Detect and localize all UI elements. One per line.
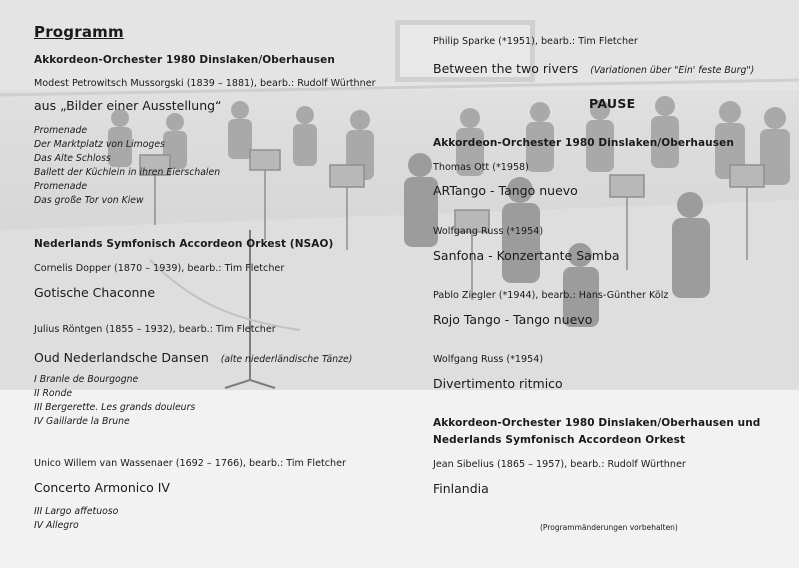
work-title: Sanfona - Konzertante Samba bbox=[433, 248, 620, 263]
composer-line: Pablo Ziegler (*1944), bearb.: Hans-Günther Kölz bbox=[433, 290, 669, 301]
composer-line: Julius Röntgen (1855 – 1932), bearb.: Tim Fletcher bbox=[34, 324, 276, 335]
program-heading: Programm bbox=[34, 23, 124, 41]
movement-item: II Ronde bbox=[34, 388, 73, 399]
group-title: Akkordeon-Orchester 1980 Dinslaken/Oberhausen und bbox=[433, 417, 761, 429]
movement-list bbox=[34, 505, 118, 533]
work-title: Divertimento ritmico bbox=[433, 376, 563, 391]
movement-item: IV Gaillarde la Brune bbox=[34, 416, 130, 427]
composer-line: Philip Sparke (*1951), bearb.: Tim Fletcher bbox=[433, 36, 638, 47]
movement-item: Der Marktplatz von Limoges bbox=[34, 139, 165, 150]
work-title: Finlandia bbox=[433, 481, 489, 496]
movement-item: III Bergerette. Les grands douleurs bbox=[34, 402, 196, 413]
movement-list bbox=[34, 373, 195, 429]
group-title: Akkordeon-Orchester 1980 Dinslaken/Oberhausen bbox=[34, 54, 335, 66]
composer-line: Wolfgang Russ (*1954) bbox=[433, 226, 544, 237]
composer-line: Thomas Ott (*1958) bbox=[433, 162, 529, 173]
group-title: Akkordeon-Orchester 1980 Dinslaken/Oberhausen bbox=[433, 137, 734, 149]
movement-item: I Branle de Bourgogne bbox=[34, 374, 139, 385]
movement-item: Das Alte Schloss bbox=[34, 153, 111, 164]
work-title: Rojo Tango - Tango nuevo bbox=[433, 312, 593, 327]
work-title: aus „Bilder einer Ausstellung“ bbox=[34, 98, 222, 113]
work-subtitle: (Variationen über "Ein' feste Burg") bbox=[590, 65, 755, 76]
movement-item: Promenade bbox=[34, 181, 88, 192]
work-title-line bbox=[34, 347, 352, 366]
pause-label: PAUSE bbox=[589, 96, 636, 111]
work-title: Between the two rivers bbox=[433, 61, 579, 76]
composer-line: Jean Sibelius (1865 – 1957), bearb.: Rudolf Würthner bbox=[433, 459, 686, 470]
composer-line: Wolfgang Russ (*1954) bbox=[433, 354, 544, 365]
work-title-line bbox=[433, 58, 754, 77]
movement-list bbox=[34, 124, 220, 208]
movement-item: Promenade bbox=[34, 125, 88, 136]
work-subtitle: (alte niederländische Tänze) bbox=[220, 354, 353, 365]
work-title: ARTango - Tango nuevo bbox=[433, 183, 578, 198]
composer-line: Modest Petrowitsch Mussorgski (1839 – 1881), bearb.: Rudolf Würthner bbox=[34, 78, 376, 89]
movement-item: III Largo affetuoso bbox=[34, 506, 119, 517]
movement-item: Ballett der Küchlein in ihren Eierschalen bbox=[34, 167, 221, 178]
movement-item: IV Allegro bbox=[34, 520, 79, 531]
group-title: Nederlands Symfonisch Accordeon Orkest bbox=[433, 434, 686, 446]
movement-item: Das große Tor von Kiew bbox=[34, 195, 144, 206]
work-title: Concerto Armonico IV bbox=[34, 480, 170, 495]
group-title: Nederlands Symfonisch Accordeon Orkest (NSAO) bbox=[34, 238, 334, 250]
composer-line: Cornelis Dopper (1870 – 1939), bearb.: Tim Fletcher bbox=[34, 263, 285, 274]
composer-line: Unico Willem van Wassenaer (1692 – 1766), bearb.: Tim Fletcher bbox=[34, 458, 346, 469]
work-title: Oud Nederlandsche Dansen bbox=[34, 350, 209, 365]
work-title: Gotische Chaconne bbox=[34, 285, 156, 300]
program-change-note: (Programmänderungen vorbehalten) bbox=[540, 523, 678, 532]
